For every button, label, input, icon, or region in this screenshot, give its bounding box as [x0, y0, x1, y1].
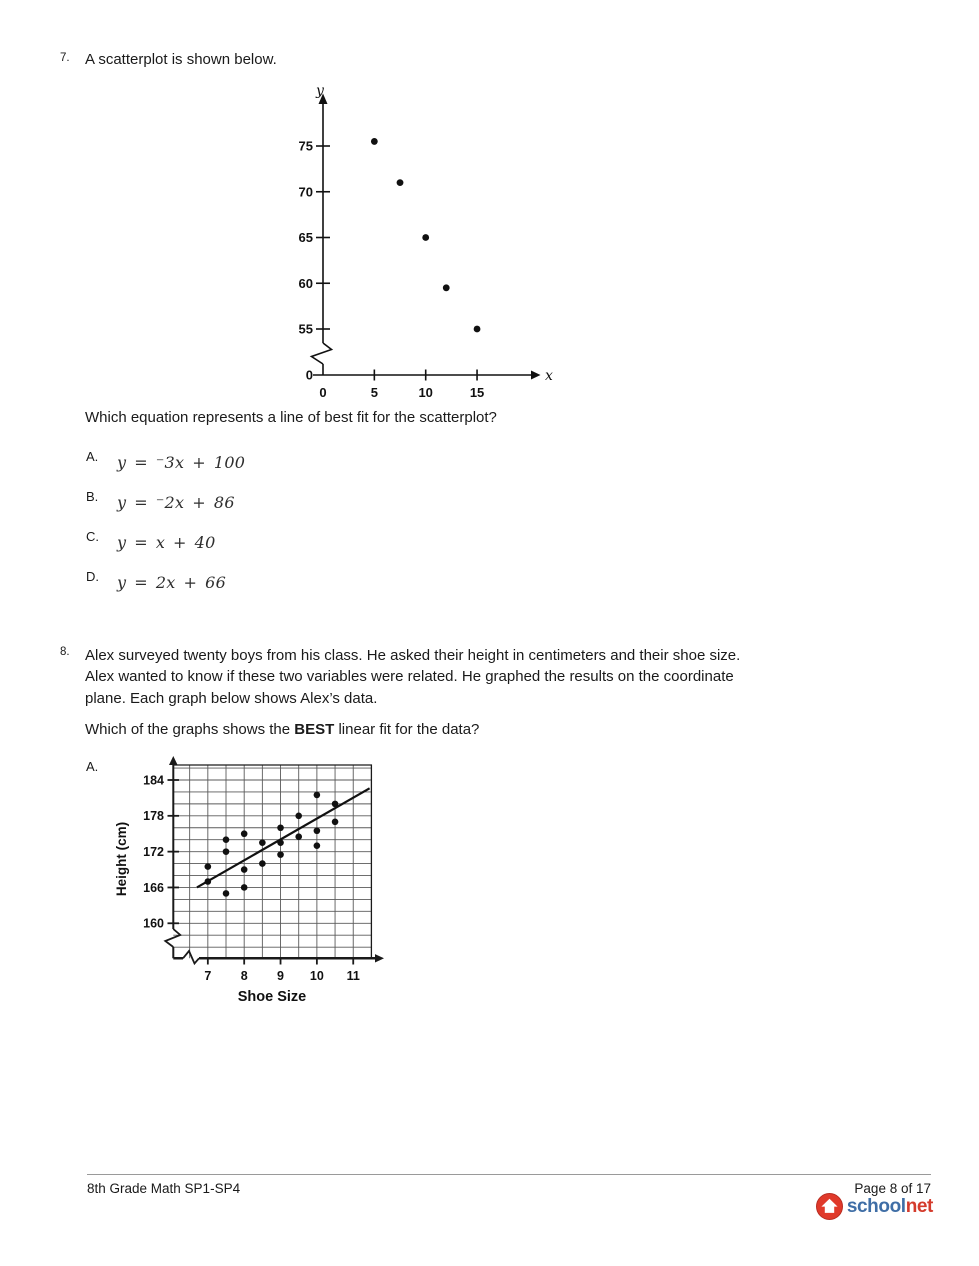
option-b-equation: y = ⁻2x + 86	[117, 493, 235, 512]
y-axis-break	[312, 343, 332, 364]
x-tick-label: 11	[346, 969, 360, 983]
x-axis-break	[183, 951, 199, 964]
best-fit-line	[197, 788, 370, 887]
question7-question: Which equation represents a line of best fit for the scatterplot?	[85, 409, 497, 426]
x-axis-letter: x	[545, 368, 553, 384]
y-tick-label: 166	[143, 880, 164, 895]
question8-question-suffix: linear fit for the data?	[334, 721, 480, 738]
option-d-label: D.	[86, 569, 99, 584]
question8-question	[85, 721, 479, 738]
y-tick-label: 160	[143, 916, 164, 931]
x-tick-label: 10	[309, 969, 324, 983]
option-c-equation: y = x + 40	[117, 533, 216, 552]
y-axis-letter: y	[316, 85, 324, 99]
scatter-point	[205, 863, 212, 870]
y-tick-label: 172	[143, 844, 164, 859]
x-tick-label: 0	[319, 385, 327, 400]
scatter-point	[314, 842, 321, 849]
option-b-label: B.	[86, 489, 99, 504]
scatter-point	[259, 839, 266, 846]
y-tick-label: 60	[298, 275, 313, 291]
scatter-point	[277, 824, 284, 831]
x-axis-arrow	[375, 954, 384, 962]
schoolnet-logo	[816, 1193, 933, 1220]
y-tick-label: 75	[298, 138, 313, 154]
y-tick-label: 0	[305, 367, 313, 383]
x-axis-arrow	[531, 371, 541, 380]
footer-page-indicator: Page 8 of 17	[854, 1181, 931, 1196]
scatter-point	[332, 801, 339, 808]
question7-scatterplot	[295, 85, 555, 405]
scatter-point	[223, 890, 230, 897]
schoolnet-wordmark	[847, 1193, 933, 1220]
scatter-point	[295, 813, 302, 820]
option-a-label: A.	[86, 449, 99, 464]
question8-option-a-label: A.	[86, 759, 99, 774]
scatter-point	[332, 818, 339, 825]
footer-divider	[87, 1174, 931, 1175]
scatter-point	[205, 878, 212, 885]
logo-net-text: net	[905, 1196, 933, 1217]
scatter-point	[474, 326, 481, 333]
scatter-point	[241, 884, 248, 891]
y-tick-label: 70	[298, 184, 313, 200]
scatter-point	[295, 833, 302, 840]
option-c-label: C.	[86, 529, 99, 544]
question7-prompt: A scatterplot is shown below.	[85, 51, 277, 68]
y-tick-label: 178	[143, 809, 164, 824]
scatter-point	[371, 138, 378, 145]
scatter-point	[241, 830, 248, 837]
plot-border	[173, 765, 371, 958]
scatter-point	[314, 792, 321, 799]
y-axis-break	[165, 929, 180, 947]
y-axis-title: Height (cm)	[114, 821, 129, 897]
scatter-point	[443, 284, 450, 291]
home-icon	[816, 1193, 843, 1220]
scatter-point	[277, 839, 284, 846]
x-tick-label: 9	[277, 969, 285, 983]
scatter-point	[241, 866, 248, 873]
x-tick-label: 15	[469, 385, 485, 400]
scatter-point	[397, 179, 404, 186]
x-tick-label: 5	[370, 385, 378, 400]
question8-prompt: Alex surveyed twenty boys from his class. He asked their height in centimeters and their shoe size. Alex wanted to know if these two variables were related. He graphed the results on the coordinate plane. Each graph below shows Alex’s data.	[85, 647, 741, 707]
y-axis-arrow	[169, 756, 178, 765]
scatter-point	[223, 848, 230, 855]
scatter-point	[422, 234, 429, 241]
y-tick-label: 65	[298, 230, 313, 245]
question8-question-prefix: Which of the graphs shows the	[85, 721, 295, 738]
y-tick-label: 184	[143, 773, 164, 788]
option-a-equation: y = ⁻3x + 100	[117, 453, 246, 472]
scatter-point	[314, 827, 321, 834]
scatter-point	[259, 860, 266, 867]
scatter-point	[223, 836, 230, 843]
scatter-point	[277, 851, 284, 858]
footer-course-title: 8th Grade Math SP1-SP4	[87, 1181, 241, 1196]
question8-question-bold: BEST	[294, 721, 335, 738]
question8-number: 8.	[60, 646, 70, 658]
question8-graph-a	[110, 755, 410, 1015]
option-d-equation: y = 2x + 66	[117, 573, 227, 592]
x-tick-label: 10	[418, 385, 433, 400]
x-tick-label: 8	[240, 969, 248, 983]
x-axis-title: Shoe Size	[237, 989, 307, 1005]
y-tick-label: 55	[298, 321, 313, 337]
logo-school-text: school	[846, 1196, 906, 1217]
x-tick-label: 7	[204, 969, 212, 983]
question7-number: 7.	[60, 52, 70, 64]
